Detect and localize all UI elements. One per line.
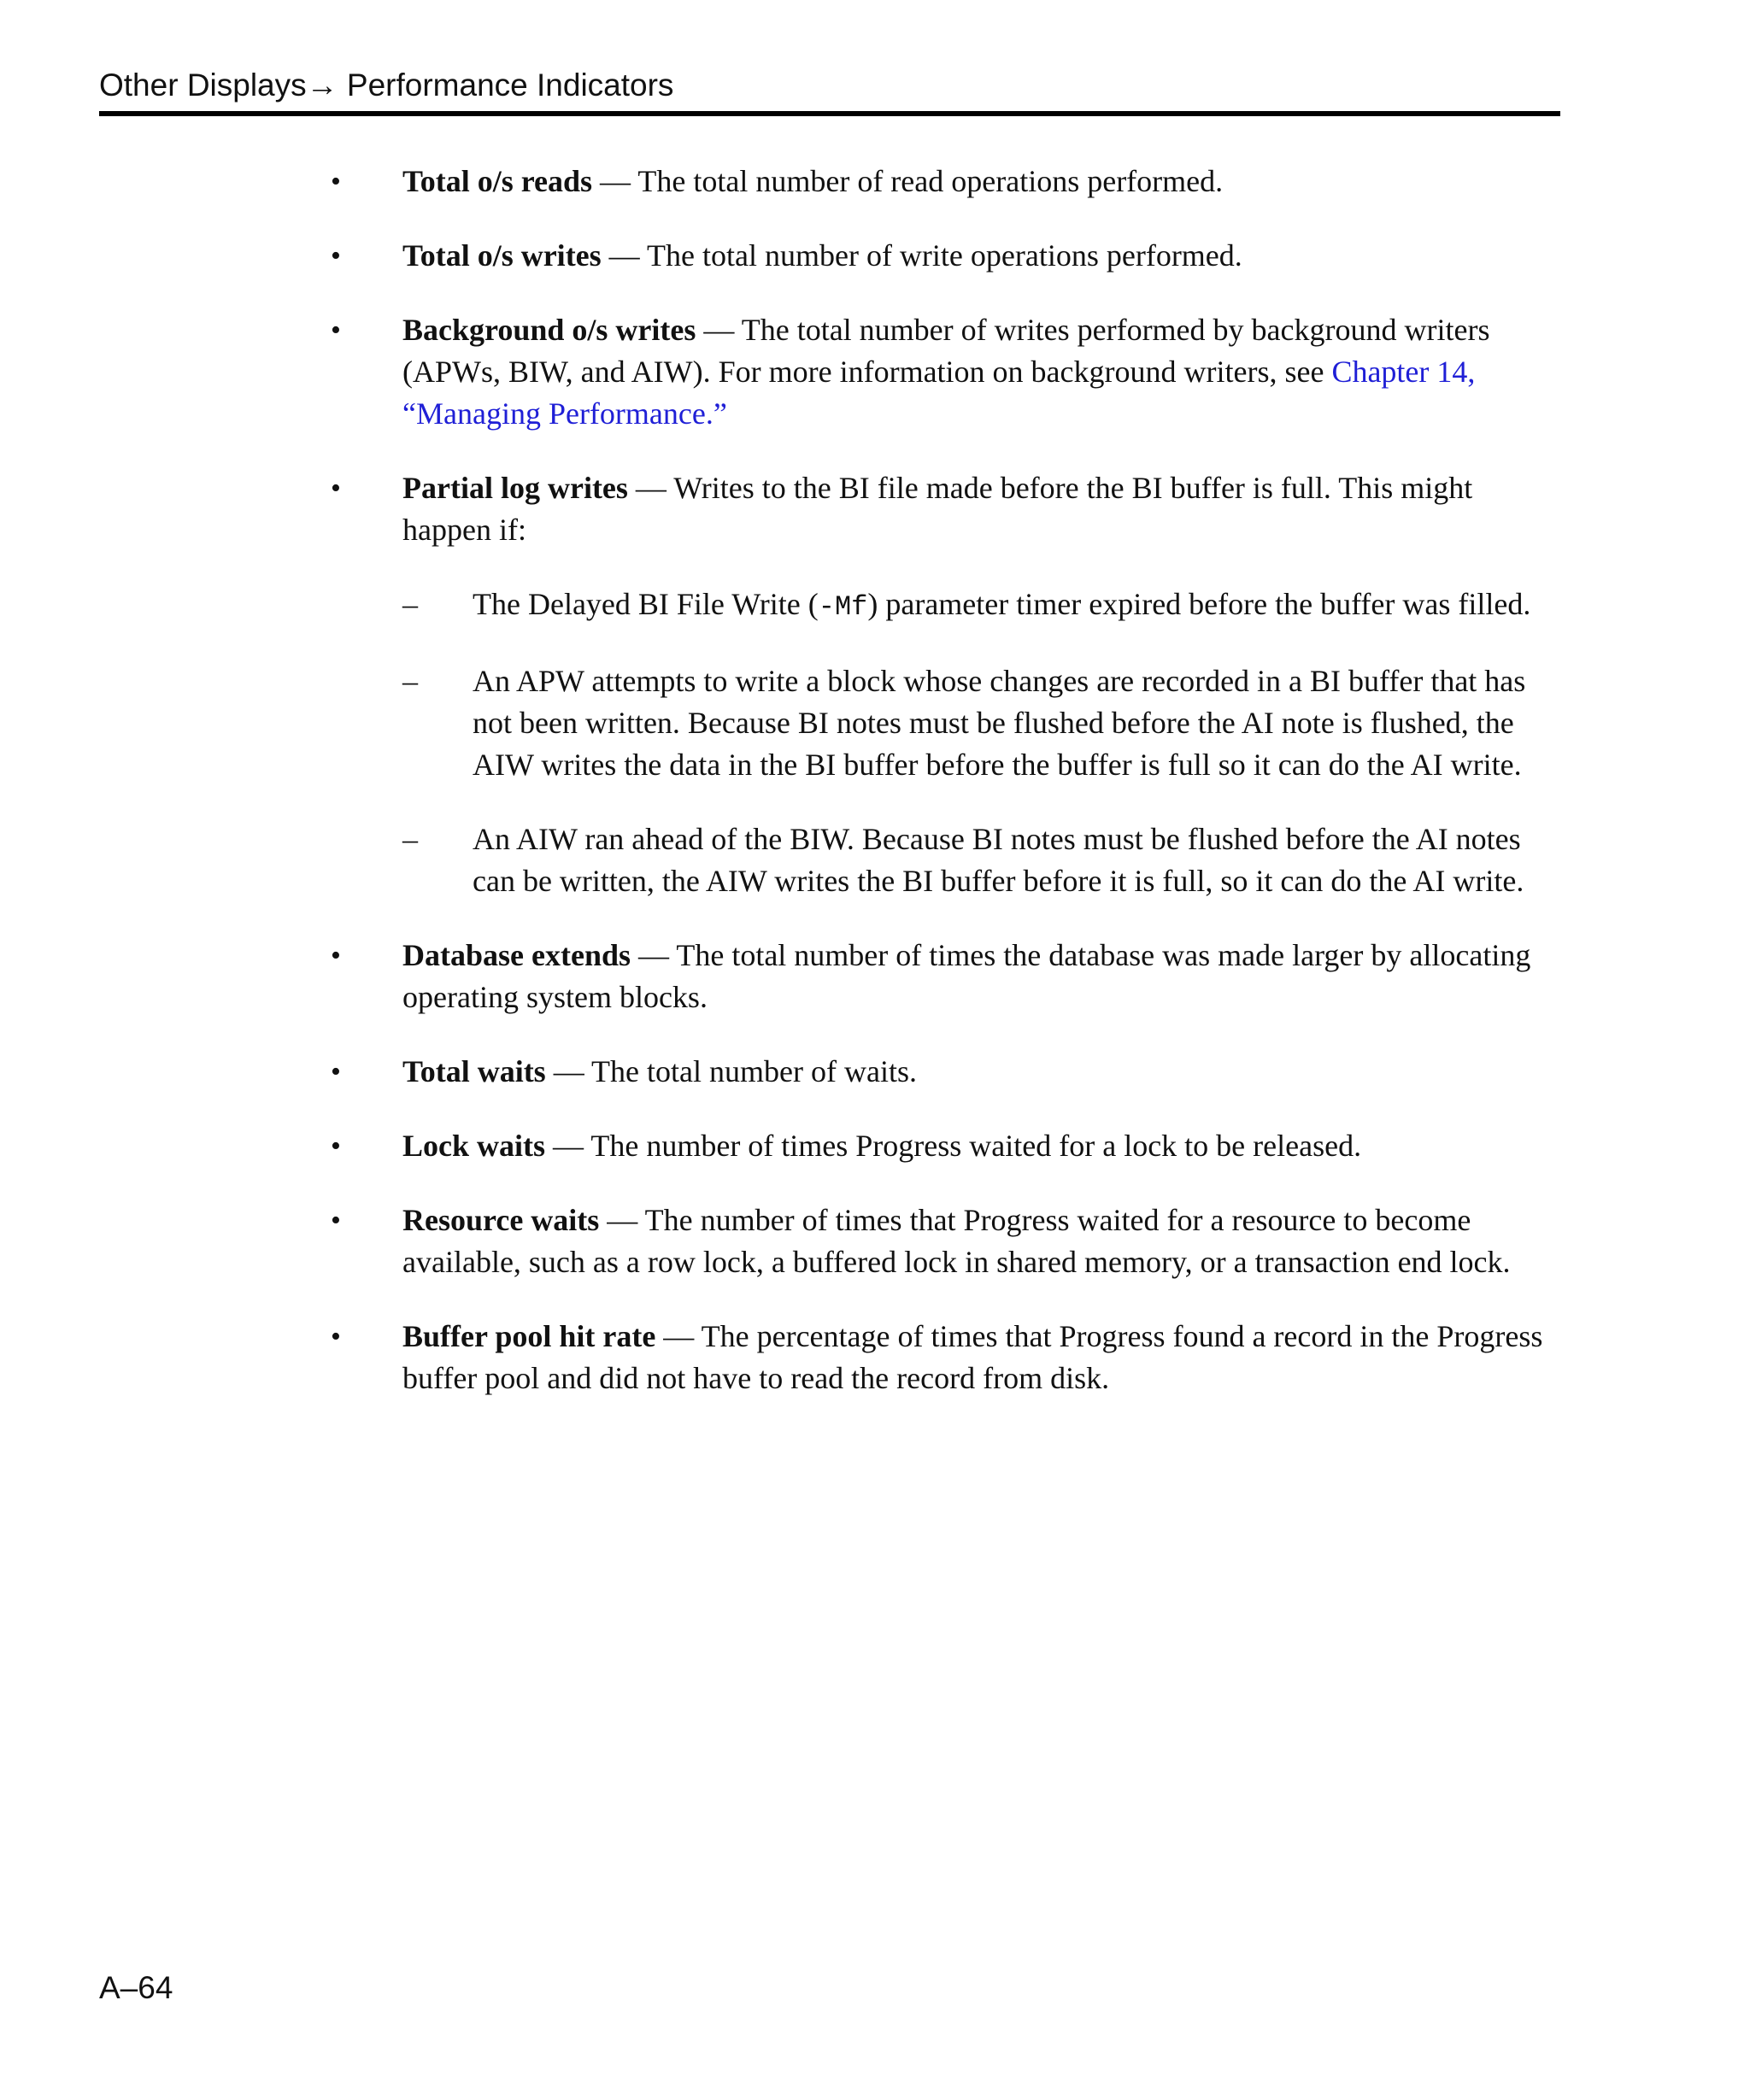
list-item-database-extends [331,935,1565,1018]
definition: — The total number of writes performed by background writers (APWs, BIW, and AIW). For more information on background writers, see [402,313,1490,389]
list-item-partial-log-writes [331,467,1565,551]
list-item-lock-waits [331,1125,1565,1167]
list-item-background-os-writes [331,309,1565,435]
page-number: A–64 [99,1970,173,2005]
term: Total o/s reads [402,164,593,198]
header-rule [99,111,1560,116]
chapter-14-link[interactable]: Chapter 14, “Managing Performance.” [402,355,1476,431]
definition: — The percentage of times that Progress found a record in the Progress buffer pool and did not have to read the record from disk. [402,1319,1543,1395]
dash: – [402,587,418,621]
bullet: • [331,472,341,504]
sub-text: ) parameter timer expired before the buffer was filled. [867,587,1531,621]
definition: — The number of times Progress waited for a lock to be released. [545,1129,1362,1163]
sub-list-item-apw [402,660,1566,786]
bullet: • [331,940,341,971]
bullet: • [331,240,341,272]
term: Lock waits [402,1129,546,1163]
definition: — The total number of read operations performed. [592,164,1224,198]
term: Total waits [402,1054,546,1088]
sub-list-item-delayed-bi [402,584,1566,628]
bullet: • [331,1205,341,1236]
sub-text: An APW attempts to write a block whose changes are recorded in a BI buffer that has not been written. Because BI notes must be flushed before the AI note is flushed, the AIW writes the data in the BI buffer before the buffer is full so it can do the AI write. [473,664,1526,782]
list-item-resource-waits [331,1200,1565,1283]
header-arrow: → [306,67,338,103]
bullet: • [331,1056,341,1088]
sub-list-item-aiw [402,818,1566,902]
term: Resource waits [402,1203,600,1237]
dash: – [402,664,418,698]
list-item-total-os-reads [331,161,1565,202]
list-item-buffer-pool-hit-rate [331,1316,1565,1399]
bullet: • [331,1321,341,1352]
definition: — The total number of waits. [545,1054,917,1088]
definition: — Writes to the BI file made before the BI buffer is full. This might happen if: [402,471,1473,547]
list-item-total-waits [331,1051,1565,1093]
header-section: Other Displays [99,67,307,103]
dash: – [402,822,418,856]
bullet: • [331,166,341,197]
term: Database extends [402,938,631,972]
sub-text: The Delayed BI File Write ( [473,587,819,621]
term: Background o/s writes [402,313,696,347]
definition: — The total number of times the database was made larger by allocating operating system blocks. [402,938,1531,1014]
running-header [99,67,1560,104]
page-content [0,161,1750,1432]
header-subsection: Performance Indicators [338,67,674,103]
term: Buffer pool hit rate [402,1319,656,1353]
bullet: • [331,1130,341,1162]
list-item-total-os-writes [331,235,1565,277]
term: Total o/s writes [402,238,602,273]
parameter-code: -Mf [818,591,868,623]
sub-text: An AIW ran ahead of the BIW. Because BI notes must be flushed before the AI notes can be written, the AIW writes the BI buffer before it is full, so it can do the AI write. [473,822,1524,898]
term: Partial log writes [402,471,628,505]
bullet: • [331,314,341,346]
definition: — The total number of write operations performed. [601,238,1242,273]
definition: — The number of times that Progress waited for a resource to become available, such as a row lock, a buffered lock in shared memory, or a transaction end lock. [402,1203,1511,1279]
